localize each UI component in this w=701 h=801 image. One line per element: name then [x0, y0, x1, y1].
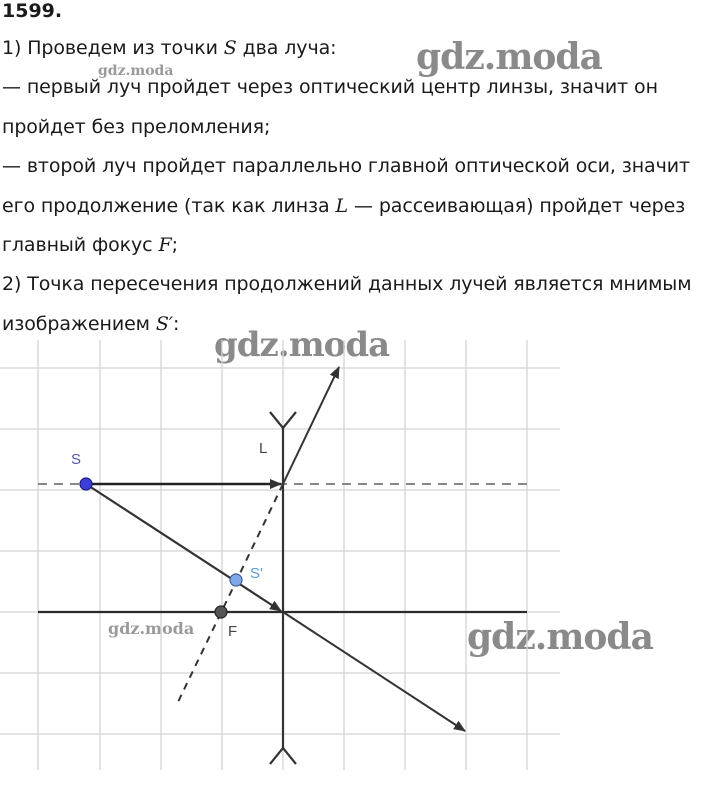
label-image: S'	[250, 565, 263, 582]
text-line-6: главный фокус F;	[2, 234, 178, 256]
focus-point	[215, 606, 227, 618]
watermark-diagram-small: gdz.moda	[108, 619, 195, 638]
label-lens: L	[259, 440, 268, 457]
ray-center-part2	[283, 612, 465, 731]
ray-continuation-dashed	[178, 484, 283, 702]
text-line-7: 2) Точка пересечения продолжений данных лучей является мнимым	[2, 273, 692, 295]
watermark-small-top: gdz.moda	[98, 63, 174, 79]
text-line-2: — первый луч пройдет через оптический центр линзы, значит он	[2, 76, 658, 98]
problem-number: 1599.	[2, 0, 63, 22]
watermark-diagram-right: gdz.moda	[467, 616, 653, 658]
text-line-3: пройдет без преломления;	[2, 116, 271, 138]
watermark-top-right: gdz.moda	[416, 36, 602, 78]
label-focus: F	[228, 623, 238, 640]
ray-refracted	[283, 367, 339, 484]
text-line-4: — второй луч пройдет параллельно главной оптической оси, значит	[2, 155, 690, 177]
text-line-1: 1) Проведем из точки S два луча:	[2, 37, 337, 59]
source-point	[80, 478, 92, 490]
text-line-8: изображением S′:	[2, 313, 180, 335]
lens-ray-diagram	[0, 340, 701, 801]
image-point	[230, 574, 242, 586]
watermark-diagram-top: gdz.moda	[214, 325, 390, 365]
text-line-5: его продолжение (так как линза L — рассеивающая) пройдет через	[2, 195, 686, 217]
grid	[0, 340, 560, 770]
label-source: S	[71, 451, 82, 468]
